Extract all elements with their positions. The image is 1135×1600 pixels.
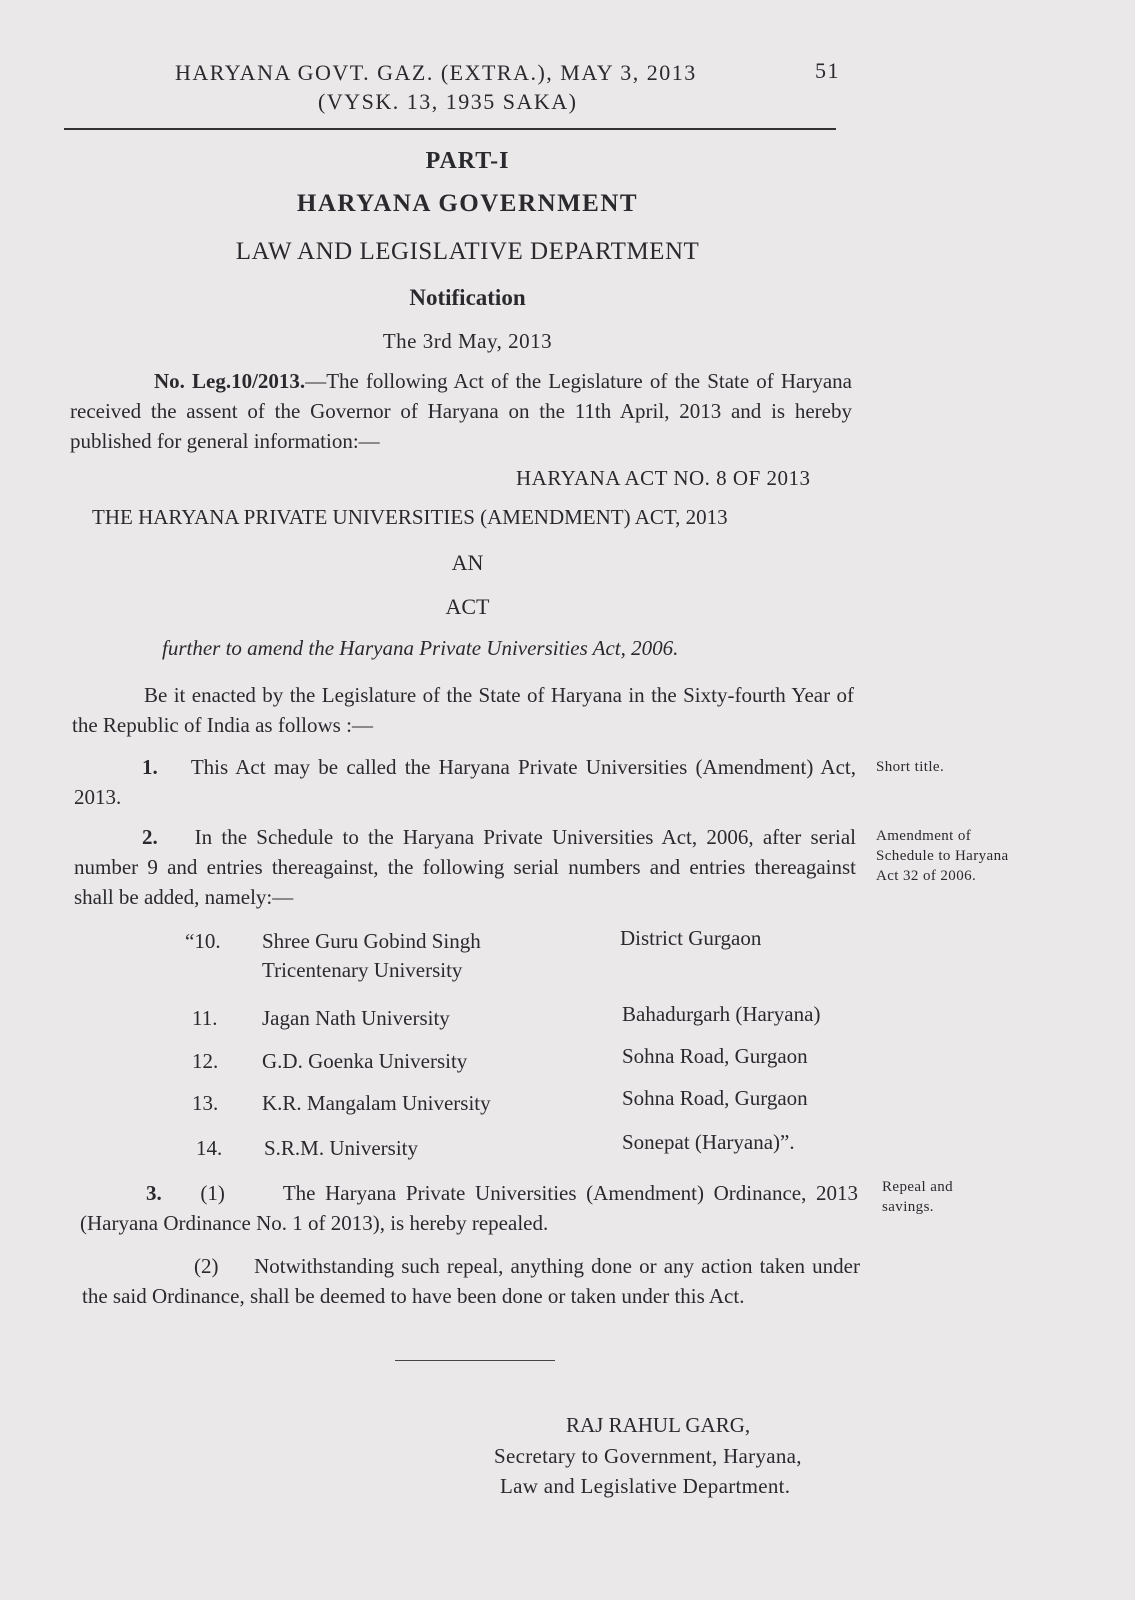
section-1	[74, 752, 856, 812]
schedule-row-12-place: Sohna Road, Gurgaon	[622, 1044, 808, 1068]
section-3-sub1-label: (1)	[200, 1181, 225, 1205]
act-word: ACT	[445, 594, 490, 619]
section-1-text: This Act may be called the Haryana Private Universities (Amendment) Act, 2013.	[74, 755, 857, 809]
act-title: THE HARYANA PRIVATE UNIVERSITIES (AMENDMENT) ACT, 2013	[92, 505, 728, 529]
schedule-row-11-place: Bahadurgarh (Haryana)	[622, 1002, 821, 1026]
section-3-subsection-2	[82, 1251, 860, 1311]
section-3-sub1-text: The Haryana Private Universities (Amendment) Ordinance, 2013 (Haryana Ordinance No. 1 of 2013), is hereby repealed.	[80, 1181, 858, 1235]
schedule-row-10-place: District Gurgaon	[620, 926, 762, 950]
notification-number: No. Leg.10/2013.	[154, 369, 306, 393]
schedule-row-13-name: K.R. Mangalam University	[262, 1091, 491, 1115]
act-an: AN	[451, 550, 484, 575]
schedule-row-10-name: Shree Guru Gobind Singh	[262, 929, 481, 953]
section-3-sub2-text: Notwithstanding such repeal, anything done or any action taken under the said Ordinance, shall be deemed to have been done or taken under this Act.	[82, 1254, 860, 1308]
department-title: LAW AND LEGISLATIVE DEPARTMENT	[235, 238, 700, 265]
section-2-text: In the Schedule to the Haryana Private Universities Act, 2006, after serial number 9 and entries thereagainst, the following serial numbers and entries thereagainst shall be added, namely:—	[74, 825, 856, 909]
schedule-row-10-name-line2: Tricentenary University	[262, 958, 463, 982]
schedule-row-14-place: Sonepat (Haryana)”.	[622, 1130, 795, 1154]
section-3-side-note: Repeal and savings.	[882, 1179, 954, 1215]
gazette-header-line: HARYANA GOVT. GAZ. (EXTRA.), MAY 3, 2013	[175, 60, 697, 85]
section-3-number: 3.	[146, 1181, 162, 1205]
notification-title: Notification	[409, 285, 526, 310]
schedule-row-12-number: 12.	[192, 1049, 219, 1073]
schedule-row-13-number: 13.	[192, 1091, 219, 1115]
saka-date-line: (VYSK. 13, 1935 SAKA)	[318, 89, 578, 114]
section-1-side-note: Short title.	[876, 759, 945, 775]
closing-separator	[395, 1360, 555, 1361]
section-1-number: 1.	[142, 755, 158, 779]
section-2-number: 2.	[142, 825, 158, 849]
schedule-row-12-name: G.D. Goenka University	[262, 1049, 468, 1073]
notification-date: The 3rd May, 2013	[382, 329, 553, 353]
page-number: 51	[815, 58, 840, 83]
schedule-row-14-number: 14.	[196, 1136, 223, 1160]
section-2	[74, 822, 856, 912]
schedule-row-10-number: “10.	[185, 929, 221, 953]
section-3-sub2-label: (2)	[194, 1254, 219, 1278]
schedule-row-13-place: Sohna Road, Gurgaon	[622, 1086, 808, 1110]
signatory-title-line2: Law and Legislative Department.	[500, 1474, 791, 1498]
schedule-row-14-name: S.R.M. University	[264, 1136, 419, 1160]
government-title: HARYANA GOVERNMENT	[296, 190, 639, 217]
enacting-clause: Be it enacted by the Legislature of the State of Haryana in the Sixty-fourth Year of the Republic of India as follows :—	[72, 683, 854, 737]
act-purpose: further to amend the Haryana Private Universities Act, 2006.	[162, 636, 679, 660]
header-rule	[64, 128, 836, 130]
schedule-row-11-number: 11.	[192, 1006, 218, 1030]
part-title: PART-I	[425, 148, 510, 174]
intro-paragraph	[70, 366, 852, 456]
section-3-subsection-1	[80, 1178, 858, 1238]
schedule-row-11-name: Jagan Nath University	[262, 1006, 450, 1030]
signatory-title-line1: Secretary to Government, Haryana,	[494, 1444, 802, 1468]
section-2-side-note: Amendment of Schedule to Haryana Act 32 of 2006.	[876, 828, 1009, 884]
act-number: HARYANA ACT NO. 8 OF 2013	[516, 466, 811, 490]
intro-text: —The following Act of the Legislature of the State of Haryana received the assent of the Governor of Haryana on the 11th April, 2013 and is hereby published for general information:—	[70, 369, 853, 453]
signatory-name: RAJ RAHUL GARG,	[566, 1413, 751, 1437]
